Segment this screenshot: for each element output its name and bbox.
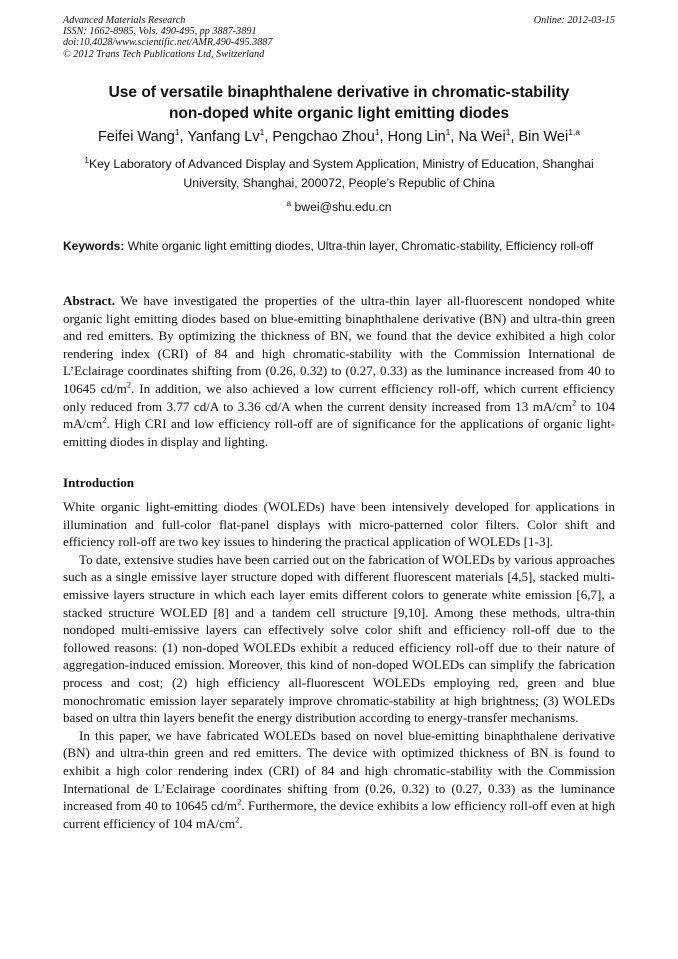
abstract-label: Abstract. bbox=[63, 293, 115, 308]
section-heading-introduction: Introduction bbox=[63, 475, 135, 490]
paragraph: White organic light-emitting diodes (WOLEDs) have been intensively developed for applications in illumination and full-color flat-panel displays with micro-patterned color filters. Color shift and efficiency roll-off are two key issues to hindering the practical application of WOLEDs [1-3]. bbox=[63, 499, 615, 550]
author: Feifei Wang$^1$, bbox=[97, 127, 188, 145]
keywords-text: White organic light emitting diodes, Ultra-thin layer, Chromatic-stability, Efficiency roll-off bbox=[127, 239, 594, 253]
journal-copyright: © 2012 Trans Tech Publications Ltd, Switzerland bbox=[63, 48, 265, 60]
keywords-label: Keywords: bbox=[63, 239, 125, 253]
author: Na Wei$^1$, bbox=[458, 127, 519, 145]
author: Yanfang Lv$^1$, bbox=[187, 127, 273, 145]
journal-doi: doi:10.4028/www.scientific.net/AMR.490-495.3887 bbox=[63, 37, 273, 49]
paper-title bbox=[63, 82, 615, 124]
paragraph: In this paper, we have fabricated WOLEDs based on novel blue-emitting binaphthalene derivative (BN) and ultra-thin green and red emitters. The device with optimized thickness of BN is found to exhibit a high color rendering index (CRI) of 84 and high chromatic-stability with the Commission International de L’Eclairage coordinates shifting from (0.26, 0.32) to (0.27, 0.33) as the luminance increased from 40 to 10645 $cd/m^2$. Furthermore, the device exhibits a low efficiency roll-off even at high current efficiency of 104 $mA/cm^2$. bbox=[63, 727, 615, 831]
journal-issn: ISSN: 1662-8985, Vols. 490-495, pp 3887-3891 bbox=[63, 26, 257, 38]
author: Pengchao Zhou$^1$, bbox=[272, 127, 388, 145]
affiliation: $^1$Key Laboratory of Advanced Display and System Application, Ministry of Education, Shanghai University, Shanghai, 200072, People’s Republic of China bbox=[84, 154, 594, 190]
author-list bbox=[63, 127, 615, 147]
online-date: Online: 2012-03-15 bbox=[533, 15, 615, 26]
author: Bin Wei$^{1,a}$ bbox=[518, 127, 581, 145]
journal-name: Advanced Materials Research bbox=[63, 15, 186, 26]
keywords bbox=[63, 237, 615, 256]
introduction-body bbox=[63, 498, 615, 832]
author: Hong Lin$^1$, bbox=[387, 127, 459, 145]
paper-title-line-2: non-doped white organic light emitting diodes bbox=[168, 105, 510, 122]
corresponding-email: $^a$ bwei@shu.edu.cn bbox=[286, 197, 392, 214]
paragraph: To date, extensive studies have been carried out on the fabrication of WOLEDs by various approaches such as a single emissive layer structure doped with different fluorescent materials [4,5], stacked multi-emissive layers structure in which each layer emits different colors to generate white emission [6,7], a stacked structure WOLED [8] and a tandem cell structure [9,10]. Among these methods, ultra-thin nondoped multi-emissive layers can effectively solve color shift and efficiency roll-off due to the followed reasons: (1) non-doped WOLEDs exhibit a reduced efficiency roll-off due to their nature of aggregation-induced emission. Moreover, this kind of non-doped WOLEDs can simplify the fabrication process and cost; (2) high efficiency all-fluorescent WOLEDs employing red, green and blue monochromatic emission layer separately improve chromatic-stability at high brightness; (3) WOLEDs based on ultra thin layers benefit the energy distribution according to energy-transfer mechanisms. bbox=[63, 551, 615, 726]
journal-header bbox=[63, 15, 615, 60]
email-address[interactable]: bwei@shu.edu.cn bbox=[294, 200, 392, 214]
abstract: Abstract. We have investigated the properties of the ultra-thin layer all-fluorescent nondoped white organic light emitting diodes based on blue-emitting binaphthalene derivative (BN) and ultra-thin green and red emitters. By optimizing the thickness of BN, we found that the device exhibited a high color rendering index (CRI) of 84 and high chromatic-stability with the Commission International de L’Eclairage coordinates shifting from (0.26, 0.32) to (0.27, 0.33) as the luminance increased from 40 to 10645 $cd/m^2$. In addition, we also achieved a low current efficiency roll-off, which current efficiency only reduced from 3.77 cd/A to 3.36 cd/A when the current density increased from 13 $mA/cm^2$ to 104 $mA/cm^2$. High CRI and low efficiency roll-off are of significance for the applications of organic light-emitting diodes in display and lighting. bbox=[63, 293, 615, 449]
paper-title-line-1: Use of versatile binaphthalene derivative in chromatic-stability bbox=[108, 84, 570, 101]
